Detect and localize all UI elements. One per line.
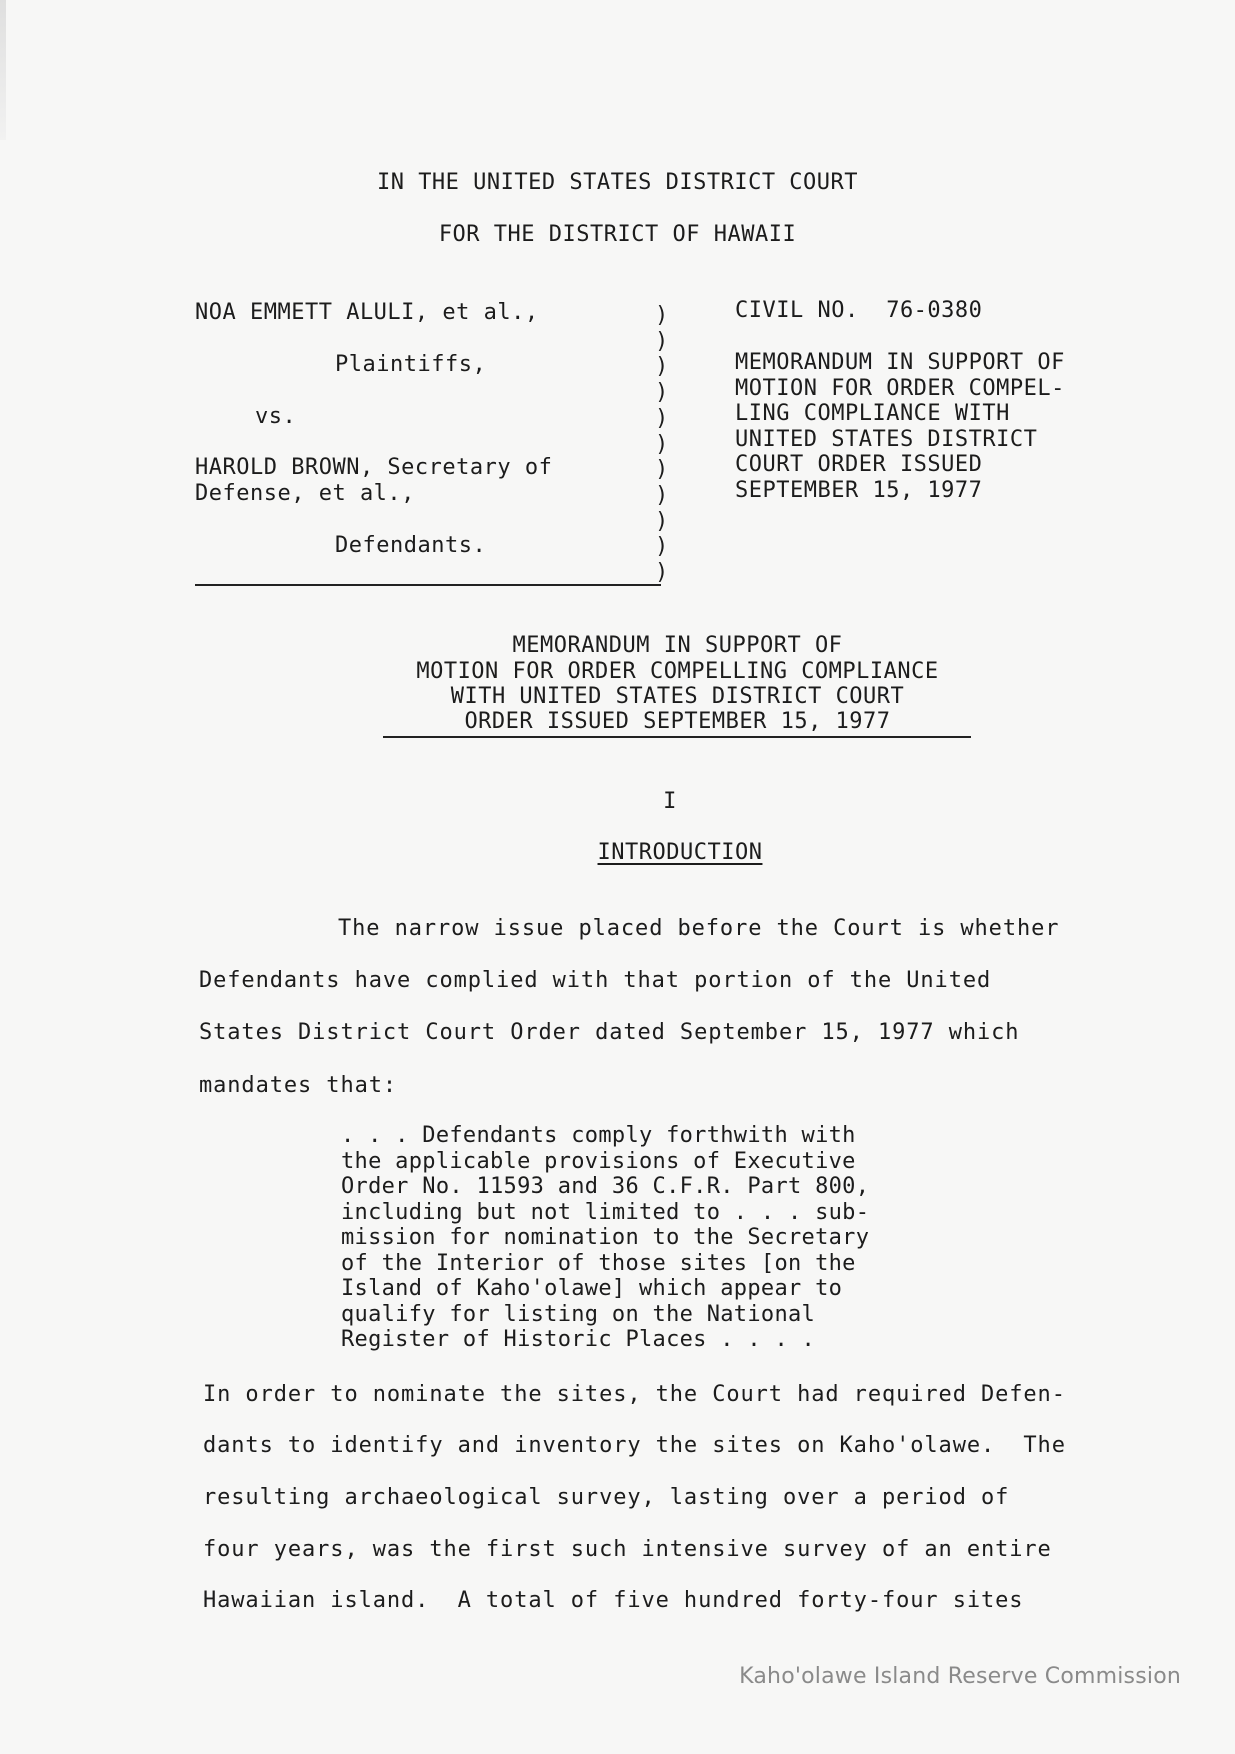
heading-line3: WITH UNITED STATES DISTRICT COURT [450, 684, 905, 709]
plaintiff-name: NOA EMMETT ALULI, et al., [195, 300, 539, 325]
scan-edge [0, 0, 6, 140]
section-number: I [663, 789, 677, 814]
quote-line: the applicable provisions of Executive [341, 1148, 856, 1174]
block-quote [341, 1123, 869, 1353]
doc-title-line1: MEMORANDUM IN SUPPORT OF [735, 350, 1065, 375]
heading-rule [383, 736, 971, 738]
court-name-line2: FOR THE DISTRICT OF HAWAII [438, 222, 797, 247]
heading-line1: MEMORANDUM IN SUPPORT OF [512, 633, 843, 658]
paragraph2-line2: dants to identify and inventory the sites on Kaho'olawe. The [203, 1433, 1066, 1458]
doc-title-line6: SEPTEMBER 15, 1977 [735, 478, 983, 503]
paragraph2-line5: Hawaiian island. A total of five hundred forty-four sites [203, 1588, 1024, 1613]
defendants-label: Defendants. [335, 533, 487, 558]
paragraph1-line4: mandates that: [199, 1073, 398, 1098]
civil-number: CIVIL NO. 76-0380 [735, 298, 983, 323]
archive-watermark: Kaho'olawe Island Reserve Commission [739, 1664, 1181, 1689]
versus-label: vs. [255, 404, 297, 429]
paragraph1-line1: The narrow issue placed before the Court is whether [338, 916, 1060, 941]
quote-line: Island of Kaho'olawe] which appear to [341, 1276, 843, 1301]
paragraph1-line2: Defendants have complied with that portion of the United [199, 968, 992, 993]
caption-rule [195, 584, 661, 586]
defendant-name-line1: HAROLD BROWN, Secretary of [195, 455, 553, 480]
paragraph2-line3: resulting archaeological survey, lasting over a period of [203, 1485, 1010, 1510]
paragraph2-line1: In order to nominate the sites, the Court had required Defen- [203, 1382, 1066, 1407]
heading-line4: ORDER ISSUED SEPTEMBER 15, 1977 [464, 709, 891, 734]
quote-line: . . . Defendants comply forthwith with [341, 1123, 856, 1148]
doc-title-line2: MOTION FOR ORDER COMPEL- [735, 376, 1065, 401]
doc-title-line5: COURT ORDER ISSUED [735, 452, 983, 477]
quote-line: qualify for listing on the National [341, 1301, 816, 1327]
quote-line: of the Interior of those sites [on the [341, 1250, 856, 1276]
quote-line: mission for nomination to the Secretary [341, 1225, 870, 1250]
doc-title-line4: UNITED STATES DISTRICT [735, 427, 1038, 452]
paragraph1-line3: States District Court Order dated September 15, 1977 which [199, 1020, 1020, 1045]
defendant-name-line2: Defense, et al., [195, 481, 415, 506]
heading-line2: MOTION FOR ORDER COMPELLING COMPLIANCE [416, 659, 939, 684]
plaintiffs-label: Plaintiffs, [335, 352, 487, 377]
paragraph2-line4: four years, was the first such intensive survey of an entire [203, 1537, 1052, 1562]
section-title: INTRODUCTION [597, 840, 763, 865]
court-name-line1: IN THE UNITED STATES DISTRICT COURT [376, 170, 859, 195]
quote-line: including but not limited to . . . sub- [341, 1199, 870, 1225]
caption-parentheses: ) ) ) ) ) ) ) ) ) ) ) [655, 303, 669, 586]
doc-title-line3: LING COMPLIANCE WITH [735, 401, 1010, 426]
quote-line: Register of Historic Places . . . . [341, 1327, 816, 1352]
quote-line: Order No. 11593 and 36 C.F.R. Part 800, [341, 1174, 870, 1199]
